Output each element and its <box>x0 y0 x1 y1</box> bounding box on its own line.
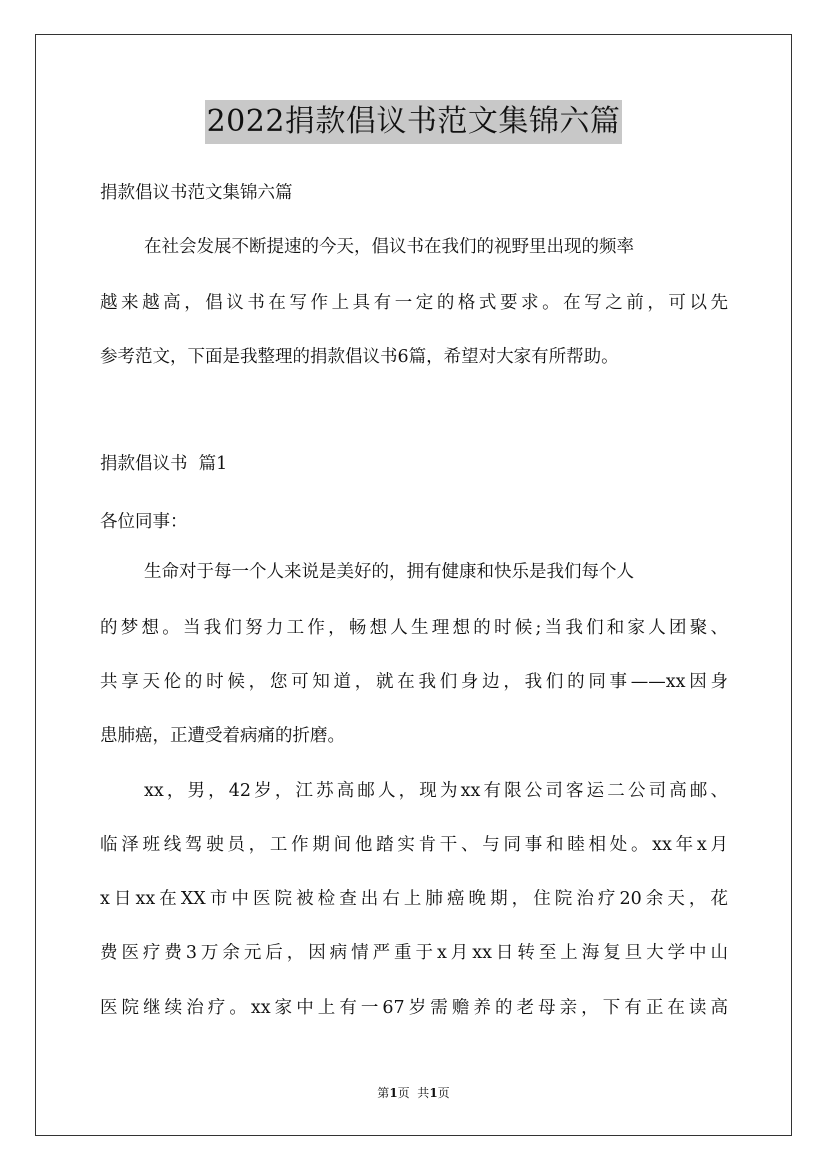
footer-prefix: 第 <box>377 1086 390 1100</box>
footer-middle: 页 共 <box>397 1086 430 1100</box>
section-heading: 捐款倡议书 篇1 <box>100 454 228 474</box>
para2-line-3: x日xx在XX市中医院被检查出右上肺癌晚期，住院治疗20余天，花 <box>100 889 728 909</box>
intro-line-3: 参考范文，下面是我整理的捐款倡议书6篇，希望对大家有所帮助。 <box>100 347 619 367</box>
para2-line-1: xx，男，42岁，江苏高邮人，现为xx有限公司客运二公司高邮、 <box>144 781 728 801</box>
para1-line-2: 的梦想。当我们努力工作，畅想人生理想的时候;当我们和家人团聚、 <box>100 618 728 638</box>
para2-line-2: 临泽班线驾驶员，工作期间他踏实肯干、与同事和睦相处。xx年x月 <box>100 835 728 855</box>
para2-line-4: 费医疗费3万余元后，因病情严重于x月xx日转至上海复旦大学中山 <box>100 943 728 963</box>
para1-line-1: 生命对于每一个人来说是美好的，拥有健康和快乐是我们每个人 <box>144 562 634 582</box>
document-title: 2022捐款倡议书范文集锦六篇 <box>205 100 623 144</box>
footer-total-pages: 1 <box>429 1086 438 1100</box>
para1-line-4: 患肺癌，正遭受着病痛的折磨。 <box>100 726 345 746</box>
para2-line-5: 医院继续治疗。xx家中上有一67岁需赡养的老母亲，下有正在读高 <box>100 998 728 1018</box>
intro-line-1: 在社会发展不断提速的今天，倡议书在我们的视野里出现的频率 <box>144 237 634 257</box>
greeting: 各位同事： <box>100 512 188 532</box>
page-footer <box>0 1086 827 1100</box>
document-subtitle: 捐款倡议书范文集锦六篇 <box>100 183 293 203</box>
footer-suffix: 页 <box>437 1086 450 1100</box>
footer-page-number: 1 <box>389 1086 398 1100</box>
para1-line-3: 共享天伦的时候，您可知道，就在我们身边，我们的同事——xx因身 <box>100 672 728 692</box>
title-container <box>0 100 827 144</box>
intro-line-2: 越来越高，倡议书在写作上具有一定的格式要求。在写之前，可以先 <box>100 293 728 313</box>
